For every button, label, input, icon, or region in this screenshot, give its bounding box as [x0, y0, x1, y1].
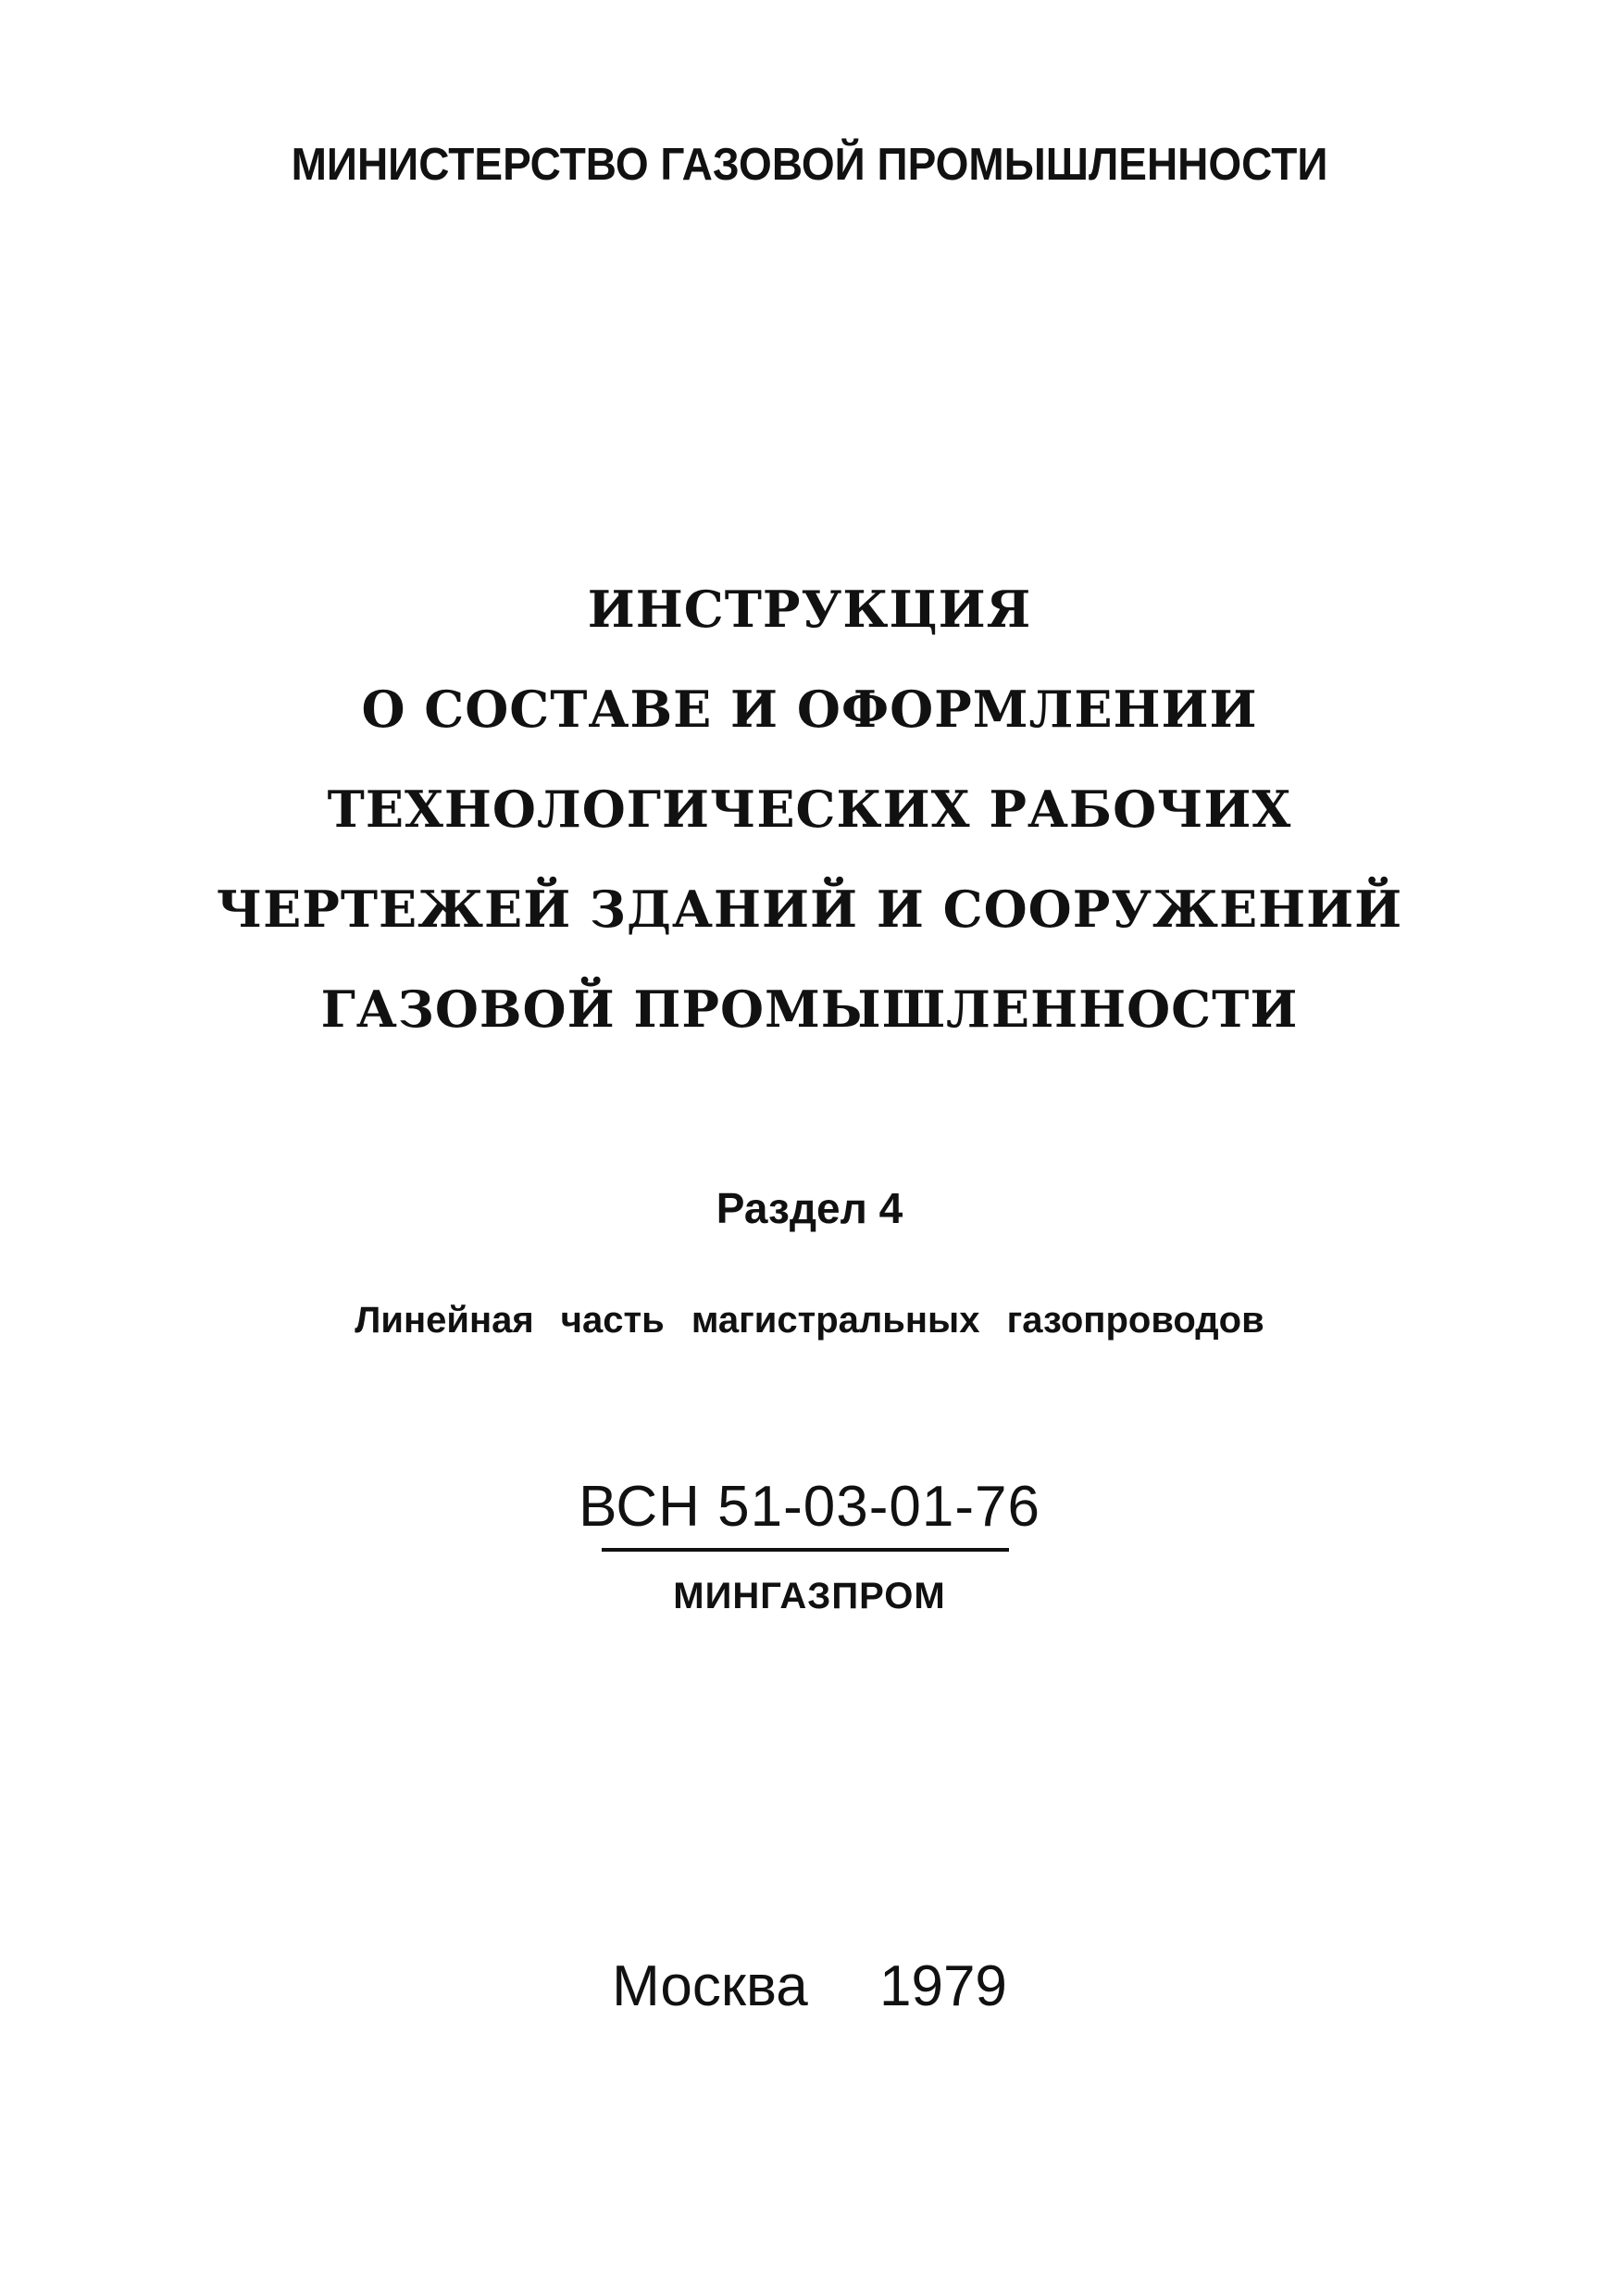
title-line-4: ЧЕРТЕЖЕЙ ЗДАНИЙ И СООРУЖЕНИЙ	[216, 880, 1403, 939]
title-line-1: ИНСТРУКЦИЯ	[587, 580, 1032, 639]
code-underline	[602, 1548, 1009, 1552]
title-line-3: ТЕХНОЛОГИЧЕСКИХ РАБОЧИХ	[327, 780, 1292, 839]
title-line-2: О СОСТАВЕ И ОФОРМЛЕНИИ	[361, 680, 1258, 739]
organization: МИНГАЗПРОМ	[673, 1576, 946, 1616]
document-title	[0, 559, 1619, 1059]
document-code: ВСН 51-03-01-76	[579, 1475, 1040, 1539]
section-label: Раздел 4	[716, 1184, 903, 1232]
city-year: Москва 1979	[612, 1954, 1007, 2018]
ministry-heading: МИНИСТЕРСТВО ГАЗОВОЙ ПРОМЫШЛЕННОСТИ	[291, 138, 1328, 190]
title-line-5: ГАЗОВОЙ ПРОМЫШЛЕННОСТИ	[320, 980, 1299, 1039]
section-subtitle: Линейная часть магистральных газопроводов	[355, 1300, 1264, 1341]
